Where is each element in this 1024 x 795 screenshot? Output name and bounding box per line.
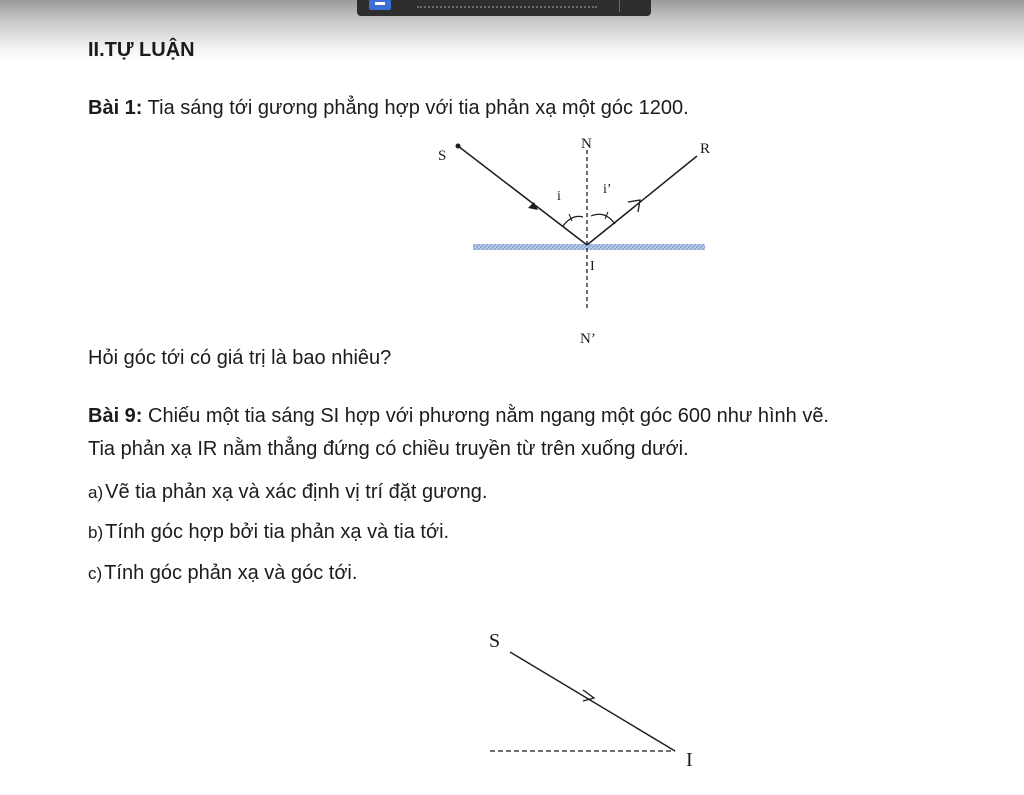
incident-ray <box>458 146 587 245</box>
fig1-label-I: I <box>590 259 595 274</box>
angle-i-prime-arc <box>591 214 615 224</box>
item-c-text: Tính góc phản xạ và góc tới. <box>104 562 358 584</box>
reflected-ray <box>587 156 697 245</box>
fig2-label-I: I <box>686 749 693 771</box>
bai9-item-c <box>88 561 357 586</box>
item-a-text: Vẽ tia phản xạ và xác định vị trí đặt gương. <box>105 481 488 503</box>
fig1-label-i-prime: i’ <box>603 182 612 197</box>
angle-i-arc <box>563 216 583 226</box>
bai1-label: Bài 1: <box>88 97 143 119</box>
fig1-label-S: S <box>438 148 447 164</box>
bai1-statement <box>88 96 689 120</box>
fig1-label-N-prime: N’ <box>580 331 596 347</box>
fig1-label-i: i <box>557 189 561 204</box>
source-point <box>456 144 461 149</box>
section-title: II.TỰ LUẬN <box>88 39 195 61</box>
bai9-text-line1: Chiếu một tia sáng SI hợp với phương nằm ngang một góc 600 như hình vẽ. <box>142 405 829 427</box>
incident-ray-arrow <box>583 690 594 701</box>
bai1-reflection-figure <box>420 128 740 358</box>
bai9-item-b <box>88 520 449 545</box>
fig1-label-N: N <box>581 136 592 152</box>
fig2-label-S: S <box>489 630 501 652</box>
toolbar-divider <box>619 0 620 12</box>
bai9-statement-line2: Tia phản xạ IR nằm thẳng đứng có chiều truyền từ trên xuống dưới. <box>88 438 689 460</box>
item-c-marker: c) <box>88 564 103 583</box>
bai1-question: Hỏi góc tới có giá trị là bao nhiêu? <box>88 347 392 369</box>
item-a-marker: a) <box>88 483 104 502</box>
fig1-label-R: R <box>700 141 711 157</box>
bai1-text: Tia sáng tới gương phẳng hợp với tia phản xạ một góc 1200. <box>142 97 689 119</box>
bai9-item-a <box>88 480 487 505</box>
toolbar-title-blur <box>417 0 597 8</box>
incident-ray-SI <box>510 652 675 751</box>
bai9-label: Bài 9: <box>88 405 143 427</box>
bai9-statement-line1 <box>88 404 829 428</box>
mirror-surface <box>473 244 705 250</box>
viewer-toolbar <box>357 0 651 16</box>
item-b-text: Tính góc hợp bởi tia phản xạ và tia tới. <box>105 521 450 543</box>
item-b-marker: b) <box>88 523 104 542</box>
document-icon <box>369 0 391 10</box>
bai9-incident-figure <box>480 622 720 782</box>
